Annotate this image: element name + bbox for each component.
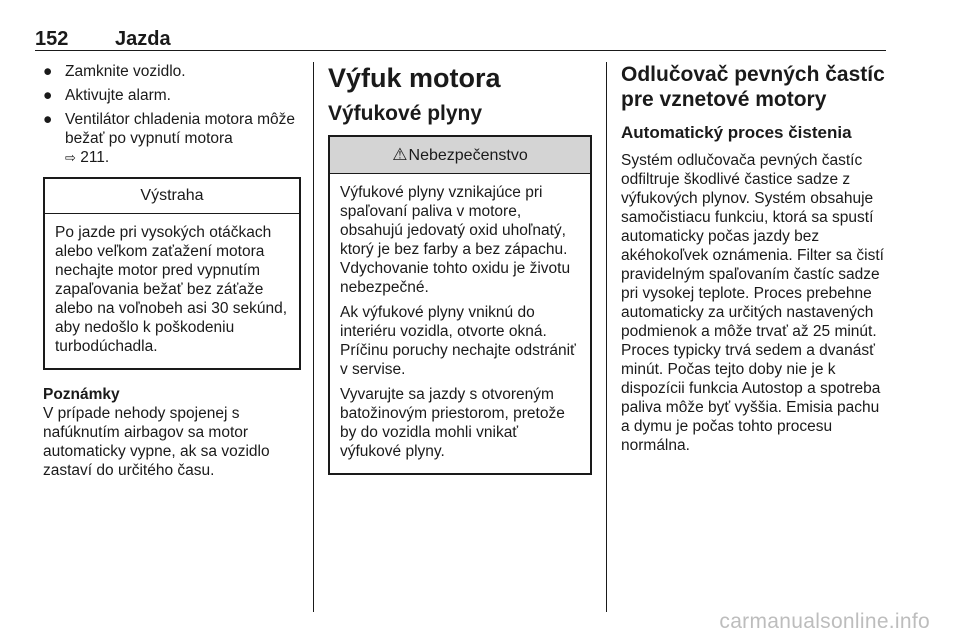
bullet-icon: ● <box>43 111 53 128</box>
danger-paragraph: Ak výfukové plyny vniknú do interiéru vozidla, otvorte okná. Príčinu poruchy nechajte odstrániť v servise. <box>340 304 576 378</box>
note-text: V prípade nehody spojenej s nafúknutím airbagov sa motor automaticky vypne, ak sa vozidlo zastaví do určitého času. <box>43 405 270 479</box>
chapter-title: Jazda <box>115 28 171 50</box>
warning-box <box>43 177 301 370</box>
section-title: Odlučovač pevných častíc pre vznetové motory <box>621 63 885 111</box>
list-item: ● Zamknite vozidlo. <box>43 63 186 80</box>
column-divider-2 <box>606 62 607 612</box>
section-subtitle: Automatický proces čistenia <box>621 123 852 142</box>
page-ref-link[interactable]: 211. <box>80 149 110 166</box>
section-title: Výfuk motora <box>328 63 501 93</box>
column-left <box>43 62 301 480</box>
list-item: ● Aktivujte alarm. <box>43 87 171 104</box>
note-title: Poznámky <box>43 386 120 403</box>
column-right <box>621 62 891 455</box>
page-number: 152 <box>35 28 69 50</box>
page-header <box>35 28 885 52</box>
column-middle <box>328 62 592 475</box>
danger-box-header <box>330 137 590 174</box>
list-item: ● Ventilátor chladenia motora môže bežať po vypnutí motora ⇨ 211. <box>43 111 296 166</box>
section-subtitle: Výfukové plyny <box>328 102 483 125</box>
warning-box-title: Výstraha <box>45 179 299 214</box>
column-divider-1 <box>313 62 314 612</box>
bullet-list <box>43 62 301 167</box>
danger-box-title: Nebezpečenstvo <box>408 147 528 164</box>
danger-box <box>328 135 592 475</box>
page-ref-arrow-icon: ⇨ <box>65 150 76 165</box>
header-rule <box>35 50 886 51</box>
warning-box-text: Po jazde pri vysokých otáčkach alebo veľkom zaťažení motora nechajte motor pred vypnutím zapaľovania bežať bez záťaže alebo na voľnobeh asi 30 sekúnd, aby nedošlo k poškodeniu turbodúchadla. <box>55 224 288 355</box>
watermark: carmanualsonline.info <box>719 610 930 633</box>
danger-paragraph: Výfukové plyny vznikajúce pri spaľovaní paliva v motore, obsahujú jedovatý oxid uhoľnatý, ktorý je bez farby a bez zápachu. Vdychovanie tohto oxidu je životu nebezpečné. <box>340 184 571 296</box>
danger-paragraph: Vyvarujte sa jazdy s otvoreným batožinovým priestorom, pretože by do vozidla mohli vnikať výfukové plyny. <box>340 386 565 460</box>
warning-triangle-icon: ⚠ <box>392 145 408 164</box>
body-text: Systém odlučovača pevných častíc odfiltruje škodlivé častice sadze z výfukových plynov. Systém obsahuje samočistiacu funkciu, ktorá sa spustí automaticky počas jazdy bez akéhokoľvek oznámenia. Filter sa čistí pravidelným spaľovaním častíc sadze pri vysokej teplote. Proces prebehne automaticky za určitých nastavených podmienok a môže trvať až 25 minút. Proces typicky trvá sedem a dvanásť minút. Počas tejto doby nie je k dispozícii funkcia Autostop a spotreba paliva môže byť vyššia. Emisia pachu a dymu je počas tohto procesu normálna. <box>621 152 884 454</box>
bullet-icon: ● <box>43 87 53 104</box>
bullet-icon: ● <box>43 63 53 80</box>
